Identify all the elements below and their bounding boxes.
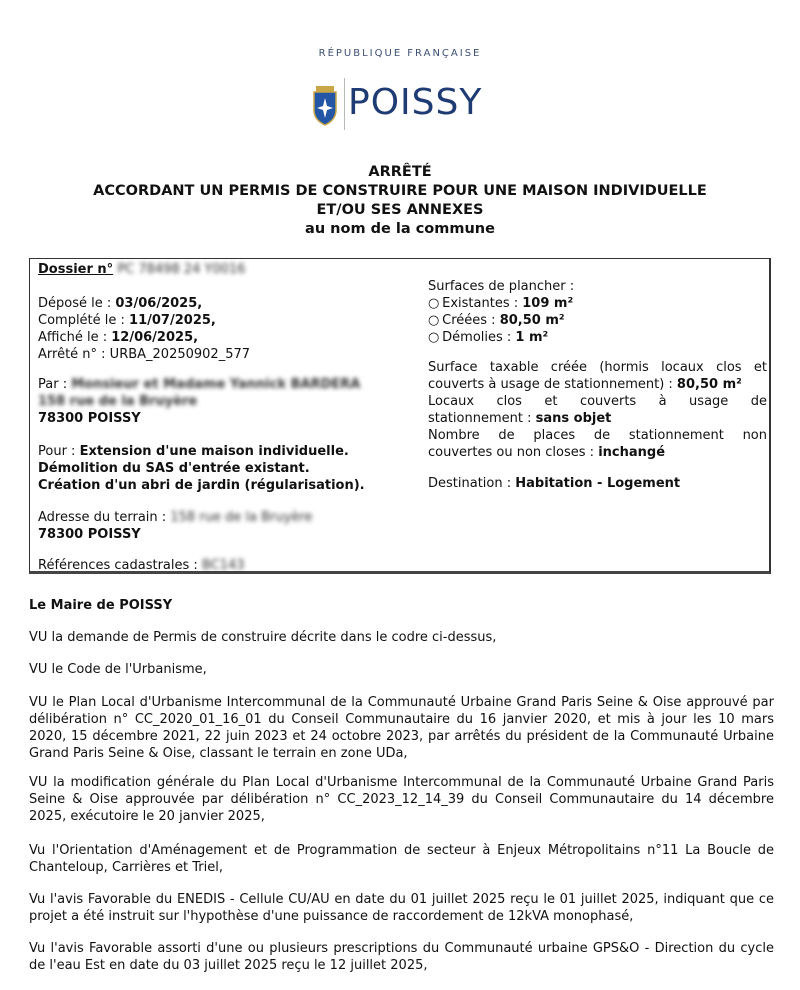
complete-row	[38, 312, 216, 329]
depose-value: 03/06/2025,	[115, 296, 203, 311]
maire-heading: Le Maire de POISSY	[29, 598, 173, 613]
adresse-label: Adresse du terrain :	[38, 510, 167, 525]
complete-value: 11/07/2025,	[129, 313, 216, 328]
depose-row	[38, 295, 202, 312]
surface-creees: ○ Créées : 80,50 m²	[428, 313, 565, 328]
vu-paragraph-1: VU la demande de Permis de construire décrite dans le codre ci-dessus,	[29, 630, 497, 645]
title-line-3: ET/OU SES ANNEXES	[316, 202, 484, 218]
republic-label: RÉPUBLIQUE FRANÇAISE	[318, 48, 482, 59]
logo-separator	[344, 78, 345, 130]
destination-label: Destination :	[428, 476, 512, 491]
applicant-street: 158 rue de la Bruyère	[38, 394, 198, 409]
vu-paragraph-7: Vu l'avis Favorable assorti d'une ou plusieurs prescriptions du Communauté urbaine GPS&O - Direction du cycle de l'eau Est en date du 03 juillet 2025 reçu le 12 juillet 2025,	[29, 941, 774, 973]
arrete-number: Arrêté n° : URBA_20250902_577	[38, 347, 251, 362]
dossier-row	[38, 261, 246, 278]
document-title	[0, 163, 800, 239]
adresse-row	[38, 509, 312, 526]
poissy-logo	[312, 76, 492, 136]
destination-value: Habitation - Logement	[515, 476, 681, 491]
vu-paragraph-5: Vu l'Orientation d'Aménagement et de Programmation de secteur à Enjeux Métropolitains n°11 La Boucle de Chanteloup, Carrières et Triel,	[29, 843, 774, 875]
pour-label: Pour :	[38, 444, 76, 459]
vu-paragraph-6: Vu l'avis Favorable du ENEDIS - Cellule CU/AU en date du 01 juillet 2025 reçu le 01 juillet 2025, indiquant que ce projet a été instruit sur l'hypothèse d'une puissance de raccordement de 12kVA monophasé,	[29, 892, 774, 924]
dossier-label: Dossier n°	[38, 262, 114, 277]
bullet-circle-icon: ○	[428, 313, 440, 328]
destination-row	[428, 475, 680, 492]
places-line-1: Nombre de places de stationnement non	[428, 428, 767, 443]
par-row	[38, 376, 360, 393]
surface-demolies: ○ Démolies : 1 m²	[428, 330, 549, 345]
adresse-city: 78300 POISSY	[38, 527, 141, 542]
bullet-circle-icon: ○	[428, 330, 440, 345]
dossier-box	[29, 258, 771, 574]
pour-line-1: Extension d'une maison individuelle.	[79, 444, 349, 459]
title-line-4: au nom de la commune	[305, 221, 495, 237]
applicant-city: 78300 POISSY	[38, 411, 141, 426]
pour-line-3: Création d'un abri de jardin (régularisation).	[38, 478, 365, 493]
references-value: BC143	[201, 558, 245, 573]
city-name: POISSY	[348, 82, 483, 123]
title-line-1: ARRÊTÉ	[368, 164, 432, 180]
surfaces-title: Surfaces de plancher :	[428, 279, 575, 294]
title-line-2: ACCORDANT UN PERMIS DE CONSTRUIRE POUR UNE MAISON INDIVIDUELLE	[93, 183, 707, 199]
dossier-number: PC 78498 24 Y0016	[117, 262, 246, 277]
complete-label: Complété le :	[38, 313, 125, 328]
depose-label: Déposé le :	[38, 296, 112, 311]
applicant-name: Monsieur et Madame Yannick BARDERA	[71, 377, 361, 392]
vu-paragraph-2: VU le Code de l'Urbanisme,	[29, 662, 207, 677]
surface-existantes: ○ Existantes : 109 m²	[428, 296, 574, 311]
affiche-label: Affiché le :	[38, 330, 108, 345]
references-label: Références cadastrales :	[38, 558, 198, 573]
coat-of-arms-icon	[312, 86, 338, 126]
bullet-circle-icon: ○	[428, 296, 440, 311]
places-line-2: couvertes ou non closes : inchangé	[428, 445, 666, 460]
adresse-street: 158 rue de la Bruyère	[170, 510, 313, 525]
affiche-row	[38, 329, 198, 346]
vu-paragraph-3: VU le Plan Local d'Urbanisme Intercommunal de la Communauté Urbaine Grand Paris Seine & Oise approuvé par délibération n° CC_2020_01_16_01 du Conseil Communautaire du 16 janvier 2020, et mis à jour les 10 mars 2020, 15 décembre 2021, 22 juin 2023 et 24 octobre 2023, par arrêtés du président de la Communauté Urbaine Grand Paris Seine & Oise, classant le terrain en zone UDa,	[29, 695, 774, 761]
affiche-value: 12/06/2025,	[111, 330, 199, 345]
locaux-line-1: Locaux clos et couverts à usage de	[428, 394, 767, 409]
vu-paragraph-4: VU la modification générale du Plan Local d'Urbanisme Intercommunal de la Communauté Urbaine Grand Paris Seine & Oise approuvée par délibération n° CC_2023_12_14_39 du Conseil Communautaire du 14 décembre 2025, exécutoire le 20 janvier 2025,	[29, 775, 774, 824]
surface-taxable: Surface taxable créée (hormis locaux clos et couverts à usage de stationnement) : 80,50 m² Locaux clos et couverts à usage de stationnement : sans objet Nombre de places de stationnement non couvertes ou non closes : inchangé	[428, 360, 767, 460]
pour-row	[38, 443, 349, 460]
references-row	[38, 557, 245, 574]
locaux-line-2: stationnement : sans objet	[428, 411, 612, 426]
pour-line-2: Démolition du SAS d'entrée existant.	[38, 461, 310, 476]
par-label: Par :	[38, 377, 68, 392]
